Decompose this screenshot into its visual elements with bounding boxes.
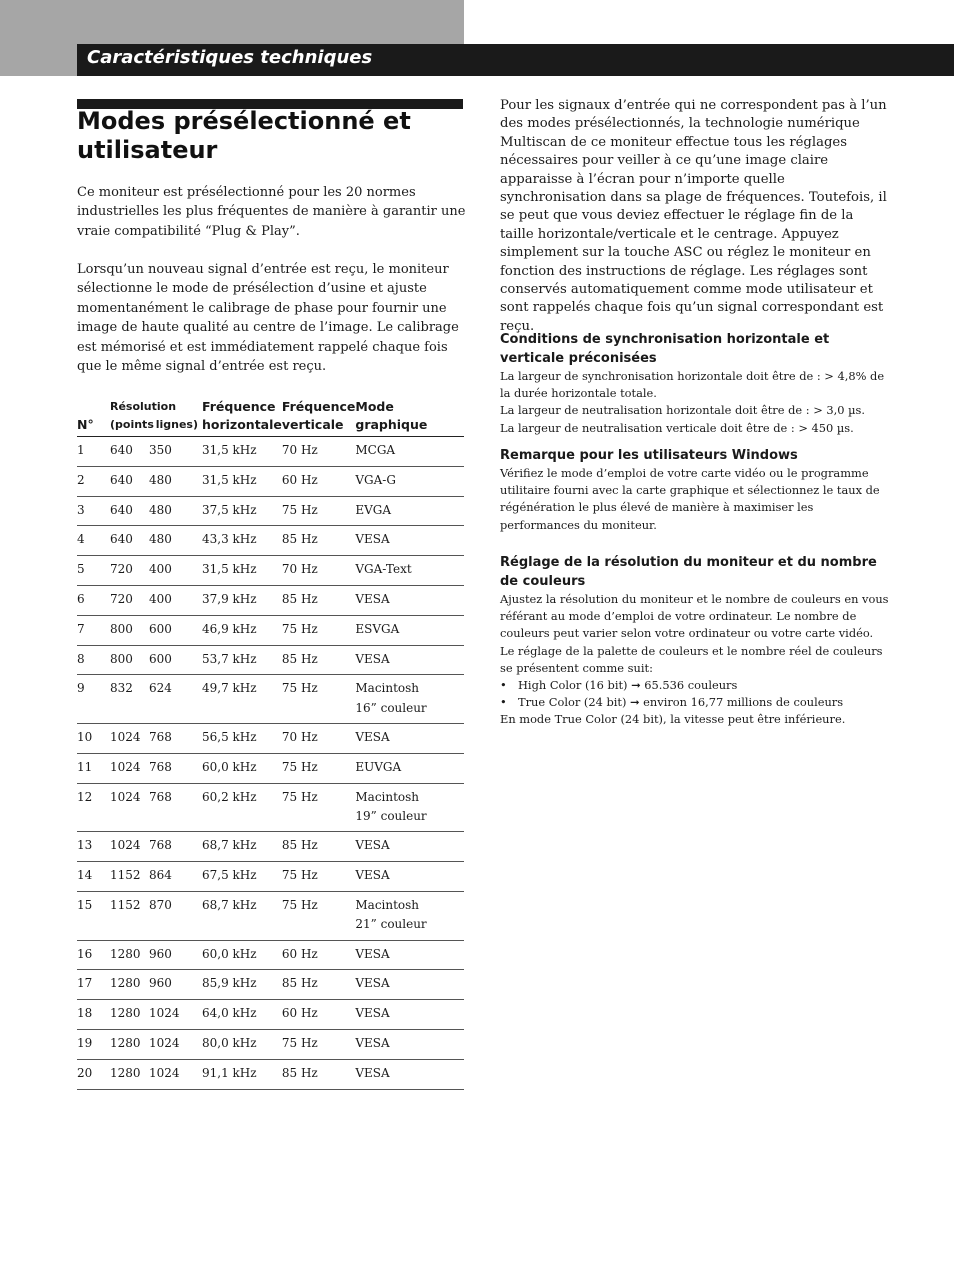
cell-vfreq [282, 970, 356, 1000]
cell-lines [149, 753, 202, 783]
table-row [77, 526, 464, 556]
cell-mode [355, 1059, 464, 1089]
vfreq-header-line2: verticale [281, 417, 344, 432]
cell-lines-text: 960 [149, 976, 172, 991]
page-title: Modes présélectionné et utilisateur [77, 107, 411, 164]
hfreq-header-line1: Fréquence [202, 399, 276, 414]
cell-mode [355, 466, 464, 496]
cell-vfreq-text: 75 Hz [281, 1036, 318, 1051]
cell-vfreq-text: 85 Hz [281, 651, 318, 666]
cell-number-text: 7 [77, 621, 85, 636]
cell-mode-subtext: 19” couleur [355, 809, 427, 824]
cell-points-text: 1152 [110, 868, 141, 883]
bullet-true-color: • True Color (24 bit) ➞ environ 16,77 millions de couleurs [500, 694, 890, 711]
cell-vfreq-text: 75 Hz [281, 759, 318, 774]
cell-vfreq-text: 60 Hz [281, 472, 318, 487]
cell-number-text: 3 [77, 502, 85, 517]
cell-number [77, 1059, 110, 1089]
table-row [77, 675, 464, 724]
cell-hfreq [202, 585, 282, 615]
cell-points [110, 1000, 149, 1030]
cell-hfreq [202, 724, 282, 754]
col-hfreq-header [202, 398, 282, 437]
cell-points [110, 753, 149, 783]
cell-vfreq [282, 466, 356, 496]
cell-points [110, 675, 149, 724]
cell-hfreq [202, 675, 282, 724]
cell-number-text: 9 [77, 681, 85, 696]
resolution-footer: En mode True Color (24 bit), la vitesse peut être inférieure. [500, 712, 846, 727]
cell-number [77, 675, 110, 724]
cell-vfreq-text: 60 Hz [281, 946, 318, 961]
cell-mode [355, 783, 464, 832]
cell-vfreq [282, 783, 356, 832]
cell-vfreq [282, 556, 356, 586]
cell-vfreq [282, 832, 356, 862]
cell-lines-text: 1024 [149, 1006, 180, 1021]
cell-lines-text: 768 [149, 838, 172, 853]
cell-hfreq-text: 67,5 kHz [202, 868, 257, 883]
cell-vfreq [282, 940, 356, 970]
cell-number [77, 466, 110, 496]
cell-hfreq [202, 1000, 282, 1030]
cell-number [77, 832, 110, 862]
cell-points [110, 645, 149, 675]
right-intro-paragraph: Pour les signaux d’entrée qui ne correspondent pas à l’un des modes présélectionnés, la technologie numérique Multiscan de ce moniteur effectue tous les réglages nécessaires pour veiller à ce qu’une image claire apparaisse à l’écran pour n’importe quelle synchronisation dans sa plage de fréquences. Toutefois, il se peut que vous deviez effectuer le réglage fin de la taille horizontale/verticale et le centrage. Appuyez simplement sur la touche ASC ou réglez le moniteur en fonction des instructions de réglage. Les réglages sont conservés automatiquement comme mode utilisateur et sont rappelés chaque fois qu’un signal correspondant est reçu. [500, 98, 887, 334]
sync-conditions [500, 368, 890, 437]
table-row [77, 783, 464, 832]
cell-mode-subtext: 21” couleur [355, 917, 427, 932]
cell-lines [149, 940, 202, 970]
cell-hfreq [202, 940, 282, 970]
cell-mode-text: ESVGA [355, 621, 400, 636]
resolution-text: Ajustez la résolution du moniteur et le nombre de couleurs en vous référant au mode d’emploi de votre ordinateur. Le nombre de couleurs peut varier selon votre ordinateur ou votre carte vidéo. Le réglage de la palette de couleurs et le nombre réel de couleurs se présentent comme suit: [500, 592, 889, 675]
cell-lines [149, 891, 202, 940]
cell-points-text: 720 [110, 591, 133, 606]
cell-vfreq-text: 85 Hz [281, 838, 318, 853]
table-row [77, 585, 464, 615]
cell-lines-text: 768 [149, 789, 172, 804]
cell-lines-text: 480 [149, 532, 172, 547]
cell-points-text: 800 [110, 621, 133, 636]
cell-points [110, 862, 149, 892]
cell-points [110, 526, 149, 556]
cell-points [110, 970, 149, 1000]
table-row [77, 1059, 464, 1089]
cell-vfreq-text: 85 Hz [281, 1065, 318, 1080]
cell-points-text: 1280 [110, 1036, 141, 1051]
cell-hfreq [202, 496, 282, 526]
cell-points [110, 1030, 149, 1060]
cell-vfreq [282, 862, 356, 892]
cell-hfreq [202, 862, 282, 892]
cell-lines-text: 480 [149, 472, 172, 487]
table-body [77, 437, 464, 1090]
cell-number [77, 526, 110, 556]
cell-hfreq-text: 80,0 kHz [202, 1036, 257, 1051]
cell-vfreq [282, 675, 356, 724]
cell-hfreq-text: 85,9 kHz [202, 976, 257, 991]
cell-hfreq [202, 1030, 282, 1060]
table-row [77, 645, 464, 675]
cell-number [77, 862, 110, 892]
cell-mode [355, 1030, 464, 1060]
cell-hfreq [202, 891, 282, 940]
sync-line-1: La largeur de synchronisation horizontale doit être de : > 4,8% de la durée horizontale totale. [500, 369, 885, 401]
col-vfreq-header [282, 398, 356, 437]
cell-vfreq-text: 70 Hz [281, 730, 318, 745]
cell-hfreq [202, 970, 282, 1000]
cell-points [110, 891, 149, 940]
cell-hfreq-text: 60,0 kHz [202, 946, 257, 961]
cell-mode-text: EVGA [355, 502, 392, 517]
cell-lines-text: 600 [149, 651, 172, 666]
cell-lines-text: 1024 [149, 1065, 180, 1080]
signal-paragraph: Lorsqu’un nouveau signal d’entrée est reçu, le moniteur sélectionne le mode de présélection d’usine et ajuste momentanément le calibrage de phase pour fournir une image de haute qualité au centre de l’image. Le calibrage est mémorisé et est immédiatement rappelé chaque fois que le même signal d’entrée est reçu. [77, 262, 459, 375]
cell-lines [149, 832, 202, 862]
cell-vfreq-text: 75 Hz [281, 502, 318, 517]
cell-number-text: 11 [77, 759, 93, 774]
cell-lines [149, 466, 202, 496]
cell-hfreq [202, 1059, 282, 1089]
cell-vfreq-text: 75 Hz [281, 681, 318, 696]
cell-points-text: 1024 [110, 789, 141, 804]
cell-points-text: 640 [110, 472, 133, 487]
cell-points-text: 1152 [110, 897, 141, 912]
cell-vfreq [282, 496, 356, 526]
cell-hfreq [202, 437, 282, 467]
cell-number [77, 615, 110, 645]
cell-mode [355, 645, 464, 675]
cell-lines-text: 768 [149, 730, 172, 745]
cell-vfreq-text: 75 Hz [281, 621, 318, 636]
table-row [77, 832, 464, 862]
cell-number-text: 1 [77, 443, 85, 457]
cell-vfreq-text: 75 Hz [281, 868, 318, 883]
cell-lines [149, 1030, 202, 1060]
cell-lines [149, 615, 202, 645]
cell-mode-text: VESA [355, 591, 390, 606]
cell-hfreq-text: 37,9 kHz [202, 591, 257, 606]
cell-hfreq-text: 60,2 kHz [202, 789, 257, 804]
resolution-lines-label: lignes) [155, 418, 198, 431]
cell-points [110, 1059, 149, 1089]
cell-hfreq-text: 31,5 kHz [202, 472, 257, 487]
cell-points-text: 1280 [110, 946, 141, 961]
table-row [77, 466, 464, 496]
cell-vfreq [282, 615, 356, 645]
cell-lines-text: 870 [149, 897, 172, 912]
cell-number-text: 12 [77, 789, 93, 804]
cell-number [77, 753, 110, 783]
cell-hfreq-text: 46,9 kHz [202, 621, 257, 636]
cell-number [77, 970, 110, 1000]
cell-number [77, 724, 110, 754]
cell-number [77, 645, 110, 675]
cell-vfreq [282, 1059, 356, 1089]
cell-mode-text: VGA-Text [355, 562, 412, 577]
col-resolution-header [110, 398, 202, 437]
cell-number-text: 18 [77, 1006, 93, 1021]
sync-heading: Conditions de synchronisation horizontale et verticale préconisées [500, 332, 830, 366]
cell-number-text: 14 [77, 868, 93, 883]
cell-vfreq-text: 85 Hz [281, 591, 318, 606]
cell-hfreq-text: 43,3 kHz [202, 532, 257, 547]
cell-hfreq-text: 31,5 kHz [202, 562, 257, 577]
cell-lines [149, 585, 202, 615]
cell-hfreq-text: 53,7 kHz [202, 651, 257, 666]
cell-lines [149, 675, 202, 724]
cell-lines [149, 783, 202, 832]
cell-hfreq-text: 68,7 kHz [202, 897, 257, 912]
intro-paragraph: Ce moniteur est présélectionné pour les 20 normes industrielles les plus fréquentes de manière à garantir une vraie compatibilité “Plug & Play”. [77, 185, 466, 239]
cell-lines-text: 350 [149, 443, 172, 457]
cell-mode-text: VESA [355, 868, 390, 883]
cell-lines-text: 600 [149, 621, 172, 636]
cell-number-text: 19 [77, 1036, 93, 1051]
cell-hfreq [202, 615, 282, 645]
cell-mode-text: Macintosh [355, 789, 420, 804]
table-row [77, 940, 464, 970]
cell-hfreq-text: 64,0 kHz [202, 1006, 257, 1021]
cell-mode-text: VESA [355, 532, 390, 547]
cell-number-text: 6 [77, 591, 85, 606]
cell-vfreq-text: 75 Hz [281, 789, 318, 804]
cell-points [110, 783, 149, 832]
cell-points [110, 437, 149, 467]
cell-mode [355, 862, 464, 892]
cell-points [110, 496, 149, 526]
cell-lines-text: 1024 [149, 1036, 180, 1051]
cell-vfreq [282, 437, 356, 467]
table-row [77, 724, 464, 754]
hfreq-header-line2: horizontale [202, 417, 282, 432]
cell-number [77, 556, 110, 586]
cell-vfreq [282, 753, 356, 783]
cell-hfreq [202, 753, 282, 783]
cell-lines-text: 400 [149, 562, 172, 577]
cell-mode [355, 496, 464, 526]
cell-number [77, 940, 110, 970]
cell-number-text: 8 [77, 651, 85, 666]
table-row [77, 556, 464, 586]
cell-hfreq-text: 31,5 kHz [202, 443, 257, 457]
resolution-points-label: (points [110, 418, 154, 431]
cell-mode-text: VESA [355, 651, 390, 666]
cell-vfreq-text: 85 Hz [281, 976, 318, 991]
cell-vfreq [282, 1000, 356, 1030]
resolution-heading: Réglage de la résolution du moniteur et du nombre de couleurs [500, 555, 877, 589]
cell-mode-text: VESA [355, 946, 390, 961]
cell-points-text: 640 [110, 443, 133, 457]
cell-mode-text: VESA [355, 976, 390, 991]
cell-number-text: 15 [77, 897, 93, 912]
cell-mode-text: VESA [355, 1036, 390, 1051]
table-row [77, 970, 464, 1000]
cell-vfreq-text: 70 Hz [281, 562, 318, 577]
cell-vfreq-text: 85 Hz [281, 532, 318, 547]
cell-lines [149, 645, 202, 675]
cell-points [110, 615, 149, 645]
cell-mode [355, 585, 464, 615]
cell-lines-text: 400 [149, 591, 172, 606]
cell-lines [149, 496, 202, 526]
cell-lines [149, 1059, 202, 1089]
cell-points-text: 640 [110, 502, 133, 517]
cell-mode-text: VESA [355, 730, 390, 745]
cell-mode [355, 526, 464, 556]
cell-vfreq [282, 891, 356, 940]
cell-mode [355, 437, 464, 467]
cell-number-text: 10 [77, 730, 93, 745]
cell-lines-text: 864 [149, 868, 172, 883]
cell-points [110, 724, 149, 754]
cell-hfreq-text: 60,0 kHz [202, 759, 257, 774]
cell-mode [355, 970, 464, 1000]
cell-points-text: 1280 [110, 976, 141, 991]
cell-hfreq [202, 783, 282, 832]
cell-points-text: 1280 [110, 1065, 141, 1080]
cell-lines [149, 556, 202, 586]
sync-line-3: La largeur de neutralisation verticale doit être de : > 450 µs. [500, 420, 854, 435]
cell-mode-text: MCGA [355, 443, 396, 457]
cell-points [110, 832, 149, 862]
cell-lines [149, 437, 202, 467]
cell-number [77, 1000, 110, 1030]
cell-mode [355, 832, 464, 862]
cell-mode [355, 891, 464, 940]
cell-number [77, 783, 110, 832]
table-row [77, 1030, 464, 1060]
cell-lines [149, 970, 202, 1000]
cell-mode-text: Macintosh [355, 681, 420, 696]
cell-mode [355, 1000, 464, 1030]
cell-lines-text: 624 [149, 681, 172, 696]
table-row [77, 496, 464, 526]
cell-points [110, 556, 149, 586]
cell-vfreq-text: 75 Hz [281, 897, 318, 912]
table-header-row [77, 398, 464, 437]
cell-number-text: 17 [77, 976, 93, 991]
cell-number-text: 2 [77, 472, 85, 487]
cell-vfreq [282, 526, 356, 556]
cell-lines [149, 526, 202, 556]
cell-vfreq [282, 645, 356, 675]
cell-mode [355, 615, 464, 645]
table-row [77, 862, 464, 892]
cell-lines [149, 724, 202, 754]
cell-number-text: 16 [77, 946, 93, 961]
cell-hfreq-text: 68,7 kHz [202, 838, 257, 853]
cell-number-text: 5 [77, 562, 85, 577]
cell-mode-text: VESA [355, 1065, 390, 1080]
resolution-subheader [110, 416, 198, 434]
cell-lines-text: 480 [149, 502, 172, 517]
col-number-header: N° [77, 398, 110, 437]
cell-vfreq-text: 60 Hz [281, 1006, 318, 1021]
cell-hfreq [202, 832, 282, 862]
cell-points [110, 585, 149, 615]
vfreq-header-line1: Fréquence [281, 399, 356, 414]
cell-points-text: 800 [110, 651, 133, 666]
cell-vfreq [282, 1030, 356, 1060]
cell-points-text: 1024 [110, 759, 141, 774]
cell-mode [355, 753, 464, 783]
resolution-section [500, 591, 890, 729]
cell-vfreq [282, 724, 356, 754]
cell-hfreq-text: 49,7 kHz [202, 681, 257, 696]
cell-number [77, 496, 110, 526]
cell-number [77, 585, 110, 615]
cell-mode [355, 556, 464, 586]
cell-hfreq-text: 56,5 kHz [202, 730, 257, 745]
cell-number-text: 20 [77, 1065, 93, 1080]
windows-text: Vérifiez le mode d’emploi de votre carte vidéo ou le programme utilitaire fourni avec la carte graphique et sélectionnez le taux de régénération le plus élevé de manière à maximiser les performances du moniteur. [500, 466, 880, 532]
table-row [77, 891, 464, 940]
cell-hfreq [202, 556, 282, 586]
table-row [77, 753, 464, 783]
cell-hfreq-text: 37,5 kHz [202, 502, 257, 517]
cell-mode-subtext: 16” couleur [355, 700, 427, 715]
cell-mode [355, 724, 464, 754]
cell-points-text: 640 [110, 532, 133, 547]
table-row [77, 615, 464, 645]
cell-hfreq [202, 466, 282, 496]
cell-lines-text: 768 [149, 759, 172, 774]
preset-modes-table [77, 398, 464, 1090]
sync-line-2: La largeur de neutralisation horizontale doit être de : > 3,0 µs. [500, 403, 865, 418]
cell-number [77, 437, 110, 467]
cell-mode-text: VGA-G [355, 472, 396, 487]
cell-points-text: 720 [110, 562, 133, 577]
cell-number-text: 13 [77, 838, 93, 853]
section-header-bar [77, 44, 954, 76]
cell-points-text: 832 [110, 681, 133, 696]
cell-number [77, 891, 110, 940]
cell-points-text: 1024 [110, 838, 141, 853]
cell-vfreq-text: 70 Hz [281, 443, 318, 457]
cell-points-text: 1280 [110, 1006, 141, 1021]
table-row [77, 1000, 464, 1030]
windows-heading: Remarque pour les utilisateurs Windows [500, 448, 798, 463]
cell-vfreq [282, 585, 356, 615]
cell-hfreq-text: 91,1 kHz [202, 1065, 257, 1080]
cell-lines [149, 862, 202, 892]
cell-hfreq [202, 645, 282, 675]
cell-mode-text: VESA [355, 838, 390, 853]
col-mode-header: Mode graphique [355, 398, 464, 437]
cell-mode-text: EUVGA [355, 759, 402, 774]
cell-mode [355, 940, 464, 970]
cell-points-text: 1024 [110, 730, 141, 745]
cell-points [110, 466, 149, 496]
cell-mode-text: VESA [355, 1006, 390, 1021]
cell-lines [149, 1000, 202, 1030]
cell-mode [355, 675, 464, 724]
cell-hfreq [202, 526, 282, 556]
table-row [77, 437, 464, 467]
cell-number-text: 4 [77, 532, 85, 547]
cell-lines-text: 960 [149, 946, 172, 961]
cell-mode-text: Macintosh [355, 897, 420, 912]
section-title: Caractéristiques techniques [87, 47, 373, 68]
cell-points [110, 940, 149, 970]
cell-number [77, 1030, 110, 1060]
resolution-header-label: Résolution [110, 400, 177, 413]
bullet-high-color: • High Color (16 bit) ➞ 65.536 couleurs [500, 677, 890, 694]
